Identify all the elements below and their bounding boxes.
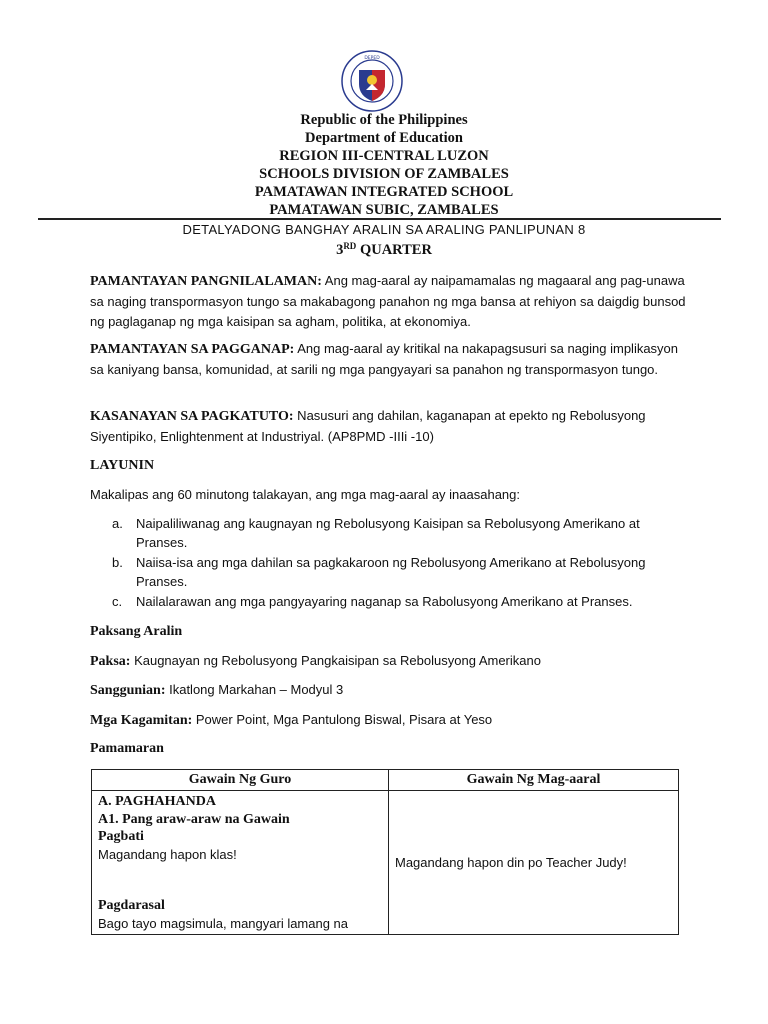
list-item: b. Naiisa-isa ang mga dahilan sa pagkakaroon ng Rebolusyong Amerikano at Rebolusyong Pranses. <box>112 555 646 589</box>
list-item: a. Naipaliliwanag ang kaugnayan ng Rebolusyong Kaisipan sa Rebolusyong Amerikano at Pranses. <box>112 516 640 550</box>
table-header-row <box>92 770 679 791</box>
student-greeting-reply: Magandang hapon din po Teacher Judy! <box>395 855 627 870</box>
header-line-address: PAMATAWAN SUBIC, ZAMBALES <box>269 202 499 218</box>
objectives-heading: LAYUNIN <box>90 458 155 473</box>
objectives-intro: Makalipas ang 60 minutong talakayan, ang mga mag-aaral ay inaasahang: <box>90 487 520 502</box>
content-standard: PAMANTAYAN PANGNILALAMAN: Ang mag-aaral ay naipamamalas ng magaaral ang pag-unawa sa naging transpormasyon tungo sa makabagong panahon ng mga bansa at rehiyon sa daigdig bunsod ng paglaganap ng mga kaisipan sa agham, politika, at ekonomiya. <box>90 273 686 329</box>
header-line-department: Department of Education <box>305 130 463 146</box>
list-item: c. Nailalarawan ang mga pangyayaring naganap sa Rabolusyong Amerikano at Pranses. <box>112 594 633 609</box>
table-row <box>92 791 679 935</box>
performance-standard: PAMANTAYAN SA PAGGANAP: Ang mag-aaral ay kritikal na nakapagsusuri sa naging implikasyon sa kaniyang bansa, komunidad, at sarili ng mga pangyayari sa panahon ng transpormasyon tungo. <box>90 341 679 377</box>
header-line-republic: Republic of the Philippines <box>300 112 468 128</box>
header-line-school: PAMATAWAN INTEGRATED SCHOOL <box>254 184 514 200</box>
teacher-column-header: Gawain Ng Guro <box>92 770 389 791</box>
materials-line: Mga Kagamitan: Power Point, Mga Pantulong Biswal, Pisara at Yeso <box>90 712 493 728</box>
learning-competency: KASANAYAN SA PAGKATUTO: Nasusuri ang dahilan, kaganapan at epekto ng Rebolusyong Siyentipiko, Enlightenment at Industriyal. (AP8PMD -IIIi -10) <box>90 408 646 444</box>
preparation-heading: A. PAGHAHANDA <box>98 794 216 809</box>
header-line-division: SCHOOLS DIVISION OF ZAMBALES <box>259 166 509 182</box>
student-column-header: Gawain Ng Mag-aaral <box>389 770 679 791</box>
header-divider <box>38 218 721 220</box>
header-line-region: REGION III-CENTRAL LUZON <box>279 148 489 164</box>
teacher-prayer-text: Bago tayo magsimula, mangyari lamang na <box>98 915 349 931</box>
greeting-heading: Pagbati <box>98 829 144 844</box>
topic-line: Paksa: Kaugnayan ng Rebolusyong Pangkaisipan sa Rebolusyong Amerikano <box>90 653 541 669</box>
deped-seal-icon <box>341 50 403 112</box>
teacher-activity-cell <box>92 791 389 935</box>
document-title: DETALYADONG BANGHAY ARALIN SA ARALING PANLIPUNAN 8 <box>182 222 586 237</box>
student-activity-cell <box>389 791 679 935</box>
procedure-table <box>91 769 679 935</box>
reference-line: Sanggunian: Ikatlong Markahan – Modyul 3 <box>90 682 344 698</box>
teacher-greeting: Magandang hapon klas! <box>98 846 237 862</box>
prayer-heading: Pagdarasal <box>98 898 165 913</box>
daily-routine-heading: A1. Pang araw-araw na Gawain <box>98 811 290 827</box>
svg-text:DEPED: DEPED <box>364 56 380 61</box>
subject-matter-heading: Paksang Aralin <box>90 624 183 639</box>
objectives-list <box>90 514 690 612</box>
quarter-label: 3RD QUARTER <box>336 241 432 258</box>
procedure-heading: Pamamaran <box>90 741 164 756</box>
